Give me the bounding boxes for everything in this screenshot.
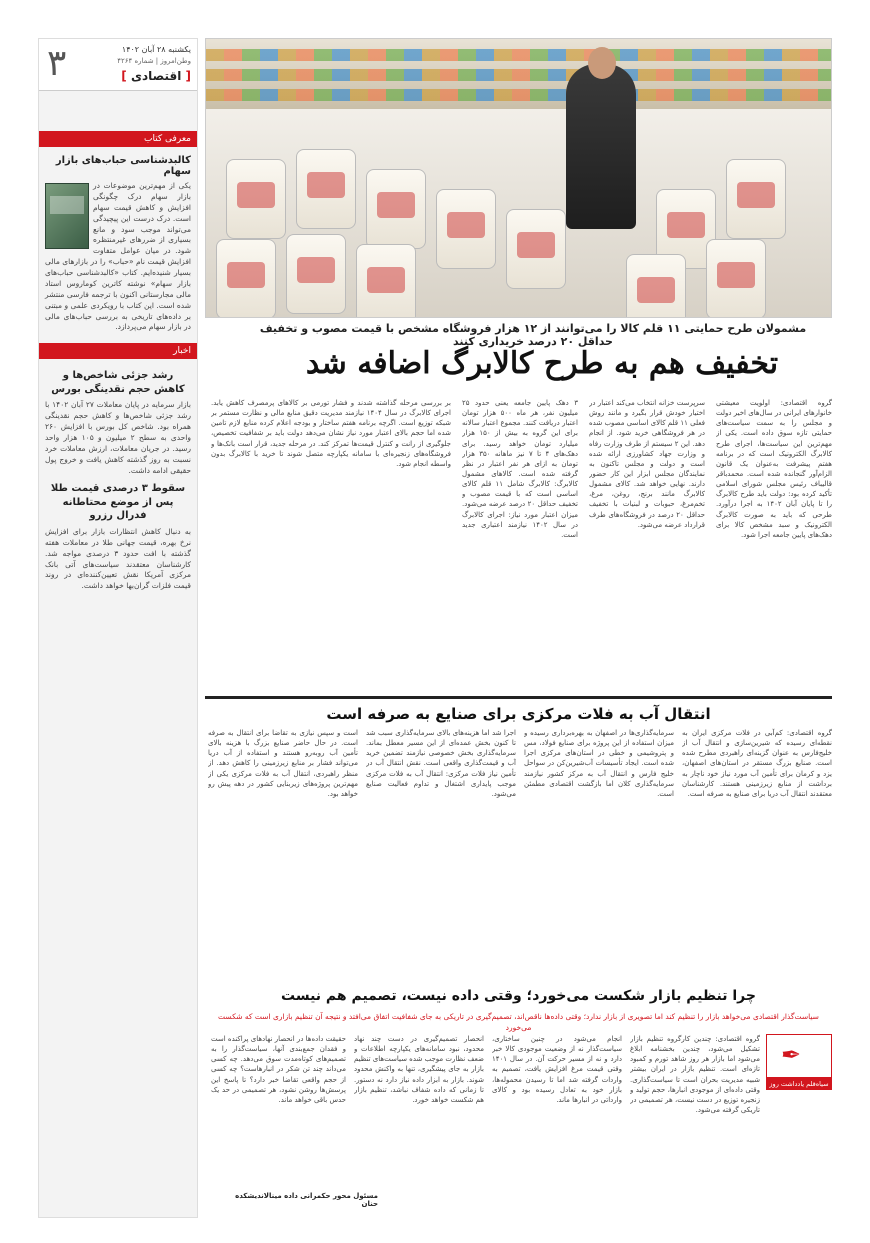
rice-bag	[286, 234, 346, 314]
page-number: ۳	[47, 43, 67, 84]
book-text: یکی از مهم‌ترین موضوعات در بازار سهام درک چگونگی افزایش و کاهش قیمت سهام است. درک درست این پیچیدگی می‌تواند موجب سود و مانع بسیاری از ضررهای غیرمنتظره شود. در میان عوامل متفاوت افزایش قیمت نام «حباب» را در بازارهای مالی بسیار شنیده‌ایم. کتاب «کالبدشناسی حباب‌های بازار سهام» نوشته کاترین کوماروس استاد مالی مجارستانی اکنون با ترجمه فارسی منتشر شده است. این کتاب با رویکردی علمی و مبتنی بر داده‌های تاریخی به بررسی حباب‌های مالی در بازار سهام می‌پردازد.	[45, 181, 191, 332]
rice-bag	[436, 189, 496, 269]
rice-bag	[706, 239, 766, 318]
water-header	[205, 696, 832, 722]
lead-photo	[205, 38, 832, 318]
water-article	[205, 728, 832, 982]
book-intro-label: معرفی کتاب	[39, 131, 197, 147]
water-title: انتقال آب به فلات مرکزی برای صنایع به صرفه است	[326, 705, 711, 723]
issue-date: یکشنبه ۲۸ آبان ۱۴۰۲	[121, 45, 191, 54]
water-col-1: گروه اقتصادی: کم‌آبی در فلات مرکزی ایران به نقطه‌ای رسیده که شیرین‌سازی و انتقال آب از خلیج‌فارس به عنوان گزینه‌ای راهبردی مطرح شده است. صنایع بزرگ مستقر در استان‌های اصفهان، یزد و کرمان برای تأمین آب مورد نیاز خود ناچار به برداشت از منابع زیرزمینی هستند. کارشناسان معتقدند انتقال آب دریا برای صنایع به صرفه است.	[682, 729, 832, 798]
news-label: اخبار	[39, 343, 197, 359]
book-title: کالبدشناسی حباب‌های بازار سهام	[55, 155, 191, 177]
editorial-col-3: انحصار تصمیم‌گیری در دست چند نهاد محدود، نبود سامانه‌های یکپارچه اطلاعات و ضعف نظارت موجب شده سیاست‌های تنظیم بازار به جای پیشگیری، تنها به واکنش محدود شوند. بازار به ابزار داده نیاز دارد نه دستور. تا زمانی که داده شفاف نباشد، تنظیم بازار هم شکست خواهد خورد.	[354, 1035, 484, 1104]
editorial-col-2: انجام می‌شود در چنین ساختاری، سیاست‌گذار نه از وضعیت موجودی کالا خبر دارد و نه از مسیر حرکت آن. در سال ۱۴۰۱ وقتی قیمت مرغ افزایش یافت، تصمیم به واردات گرفته شد اما تا رسیدن محموله‌ها، بازار خود به تعادل رسیده بود و کالای وارداتی در انبارها ماند.	[492, 1035, 622, 1104]
lead-headline: تخفیف هم به طرح کالابرگ اضافه شد	[305, 346, 779, 381]
shopper-head	[588, 47, 616, 79]
left-sidebar	[38, 38, 198, 1218]
editorial-title: چرا تنظیم بازار شکست می‌خورد؛ وقتی داده نیست، تصمیم هم نیست	[281, 988, 756, 1004]
shelf-row	[206, 89, 831, 101]
rice-bag	[216, 239, 276, 318]
lead-col-1: گروه اقتصادی: اولویت معیشتی خانوارهای ایرانی در سال‌های اخیر دولت و مجلس را به سمت سیاست‌های حمایتی تازه سوق داده است. یکی از مهم‌ترین این سیاست‌ها، اجرای طرح کالابرگ الکترونیک است که در برنامه هفتم پیشرفت به‌عنوان یک قانون الزام‌آور گنجانده شده است. محمدباقر قالیباف رئیس مجلس شورای اسلامی تأکید کرده بود: دولت باید طرح کالابرگ را تا پایان آبان ۱۴۰۲ به اجرا درآورد. طرحی که باید به صورت کالابرگ الکترونیک و سبد مشخص کالا برای دهک‌های پایین جامعه اجرا شود.	[716, 399, 832, 539]
section-name: [ اقتصادی ]	[121, 69, 191, 83]
issue-number: وطن‌امروز | شماره ۴۲۶۴	[117, 57, 191, 65]
news2-text: به دنبال کاهش انتظارات بازار برای افزایش نرخ بهره، قیمت جهانی طلا در معاملات هفته گذشته با افت حدود ۳ درصدی مواجه شد. کارشناسان معتقدند سیاست‌های آتی بانک مرکزی آمریکا نقش تعیین‌کننده‌ای در روند قیمت فلزات گران‌بها خواهد داشت.	[45, 526, 192, 591]
editorial-col-1: گروه اقتصادی: چندین کارگروه تنظیم بازار تشکیل می‌شود، چندین بخشنامه ابلاغ می‌شود اما بازار هر روز شاهد تورم و کمبود تازه‌ای است. تنظیم بازار در ایران بیشتر شبیه مدیریت بحران است تا سیاست‌گذاری. وقتی داده‌ای از موجودی انبارها، حجم تولید و زنجیره توزیع در دست نیست، هر تصمیمی در تاریکی گرفته می‌شود.	[630, 1035, 760, 1114]
store-shelves	[206, 39, 831, 109]
lead-col-2: سرپرست خزانه انتخاب می‌کند اعتبار در اختیار خودش قرار بگیرد و مانند روش فعلی ۱۱ قلم کالای اساسی مصوب شده در هر فروشگاهی خرید شود. از انجام دهد. این ۲ سیستم از طرف وزارت رفاه و وزارت جهاد کشاورزی ارائه شده است و دولت و مجلس تاکنون به نمایندگان مجلس ابزار این کار حضور دارند. نهایی خواهد شد. کالای مشمول کالابرگ مانند برنج، روغن، مرغ، تخم‌مرغ، حبوبات و لبنیات با تخفیف حداقل ۲۰ درصد در فروشگاه‌های طرف قرارداد عرضه می‌شود.	[589, 399, 705, 529]
rice-bag	[356, 244, 416, 318]
water-col-3: اجرا شد اما هزینه‌های بالای سرمایه‌گذاری سبب شد تا کنون بخش عمده‌ای از این مسیر معطل بماند. سرمایه‌گذاری بخش خصوصی نیازمند تضمین خرید آب و قیمت‌گذاری واقعی است. نقش انتقال آب در تأمین نیاز فلات مرکزی: انتقال آب به فلات مرکزی موجب پایداری اشتغال و تداوم فعالیت صنایع می‌شود.	[366, 729, 516, 798]
lead-article	[205, 398, 832, 680]
editorial-subtitle: سیاست‌گذار اقتصادی می‌خواهد بازار را تنظیم کند اما تصویری از بازار ندارد؛ وقتی داده‌ها ناقص‌اند، تصمیم‌گیری در تاریکی به جای شفافیت اتفاق می‌افتد و نتیجه آن تنظیم بازاری است که شکست می‌خورد	[218, 1012, 819, 1032]
lead-col-4: بر بررسی مرحله گذاشته شدند و فشار تورمی بر کالاهای پرمصرف کاهش یابد. اجرای کالابرگ در سال ۱۴۰۴ نیازمند مدیریت دقیق منابع مالی و نظارت مستمر بر شبکه توزیع است. اگرچه برنامه هفتم ساختار و بودجه اعلام کرده منابع لازم تامین شده اما حجم بالای اعتبار مورد نیاز نشان می‌دهد دولت باید بر شفافیت تخصیص، جلوگیری از رانت و کنترل قیمت‌ها تمرکز کند. در مرحله جدید، قرار است بانک‌ها و فروشگاه‌های زنجیره‌ای با سامانه یکپارچه متصل شوند تا خرید با کالابرگ بدون واسطه انجام شود.	[211, 399, 451, 468]
news1-text: بازار سرمایه در پایان معاملات ۲۷ آبان ۱۴۰۲ با رشد جزئی شاخص‌ها و کاهش حجم نقدینگی همراه بود. شاخص کل بورس با افزایش ۲۶۰ واحدی به سطح ۲ میلیون و ۱۰۵ هزار واحد رسید. در جریان معاملات، ارزش معاملات خرد نسبت به روز گذشته کاهش یافت و خروج پول حقیقی ادامه داشت.	[45, 400, 192, 475]
news1-title: رشد جزئی شاخص‌ها و کاهش حجم نقدینگی بورس	[51, 370, 185, 395]
shelf-row	[206, 69, 831, 81]
rice-bag	[726, 159, 786, 239]
news2-title: سقوط ۳ درصدی قیمت طلا پس از موضع محتاطانه فدرال رزرو	[50, 483, 186, 522]
masthead	[39, 39, 197, 91]
book-intro	[39, 147, 197, 337]
shopper-figure	[566, 64, 636, 229]
pen-tag: سیاه‌قلم یادداشت روز	[766, 1078, 832, 1090]
editorial-author: مسئول محور حکمرانی داده مینالاندیشکده حنان	[235, 1192, 378, 1208]
rice-bag	[226, 159, 286, 239]
book-cover-image	[45, 183, 89, 249]
rice-bag	[626, 254, 686, 318]
editorial-col-4: حقیقت داده‌ها در انحصار نهادهای پراکنده است و فقدان جمع‌بندی آنها، سیاست‌گذار را به تصمیم‌های کوتاه‌مدت سوق می‌دهد. چه کسی می‌داند چند تن شکر در انبارهاست؟ چه کسی از حجم واقعی تقاضا خبر دارد؟ تا پاسخ این پرسش‌ها روشن نشود، هر تصمیمی در حد یک حدس باقی خواهد ماند.	[211, 1035, 346, 1104]
lead-kicker: مشمولان طرح حمایتی ۱۱ قلم کالا را می‌توانند از ۱۲ هزار فروشگاه مشخص با قیمت مصوب و تخفیف حداقل ۲۰ درصد خریداری کنند	[259, 322, 807, 348]
rice-bag	[366, 169, 426, 249]
water-col-2: سرمایه‌گذاری‌ها در اصفهان به بهره‌برداری رسیده و میزان استفاده از این پروژه برای صنایع فولاد، مس و پتروشیمی و خطی در استان‌های مرکزی اجرا شده است. ایجاد تأسیسات آب‌شیرین‌کن در سواحل خلیج فارس و انتقال آب به مرکز کشور نیازمند سرمایه‌گذاری کلان اما بازگشت اقتصادی مطمئن است.	[524, 729, 674, 798]
news-block	[39, 359, 197, 596]
shelf-row	[206, 49, 831, 61]
pen-icon: ✒	[766, 1034, 832, 1078]
rice-bag	[296, 149, 356, 229]
water-col-4: است و سپس نیازی به تقاضا برای انتقال به صرفه است. در حال حاضر صنایع بزرگ با هزینه بالای تأمین آب روبه‌رو هستند و استفاده از آب دریا می‌تواند فشار بر منابع زیرزمینی را کاهش دهد. از منظر راهبردی، انتقال آب به فلات مرکزی یکی از مهم‌ترین پروژه‌های زیربنایی کشور در دهه پیش رو خواهد بود.	[208, 729, 358, 798]
rice-bag	[506, 209, 566, 289]
lead-col-3: ۳ دهک پایین جامعه یعنی حدود ۲۵ میلیون نفر، هر ماه ۵۰۰ هزار تومان اعتبار دریافت کنند. مجموع اعتبار سالانه برای این گروه به بیش از ۱۵۰ هزار میلیارد تومان خواهد رسید. برای دهک‌های ۴ تا ۷ نیز ماهانه ۳۵۰ هزار تومان به ازای هر نفر اعتبار در نظر گرفته شده است. کالاهای مشمول کالابرگ: کالابرگ شامل ۱۱ قلم کالای اساسی است که با قیمت مصوب و تخفیف حداقل ۲۰ درصد عرضه می‌شود. میزان اعتبار مورد نیاز: اجرای کالابرگ در سال ۱۴۰۲ نیازمند اعتباری جدید است.	[462, 399, 578, 539]
editorial-article	[205, 1034, 832, 1204]
